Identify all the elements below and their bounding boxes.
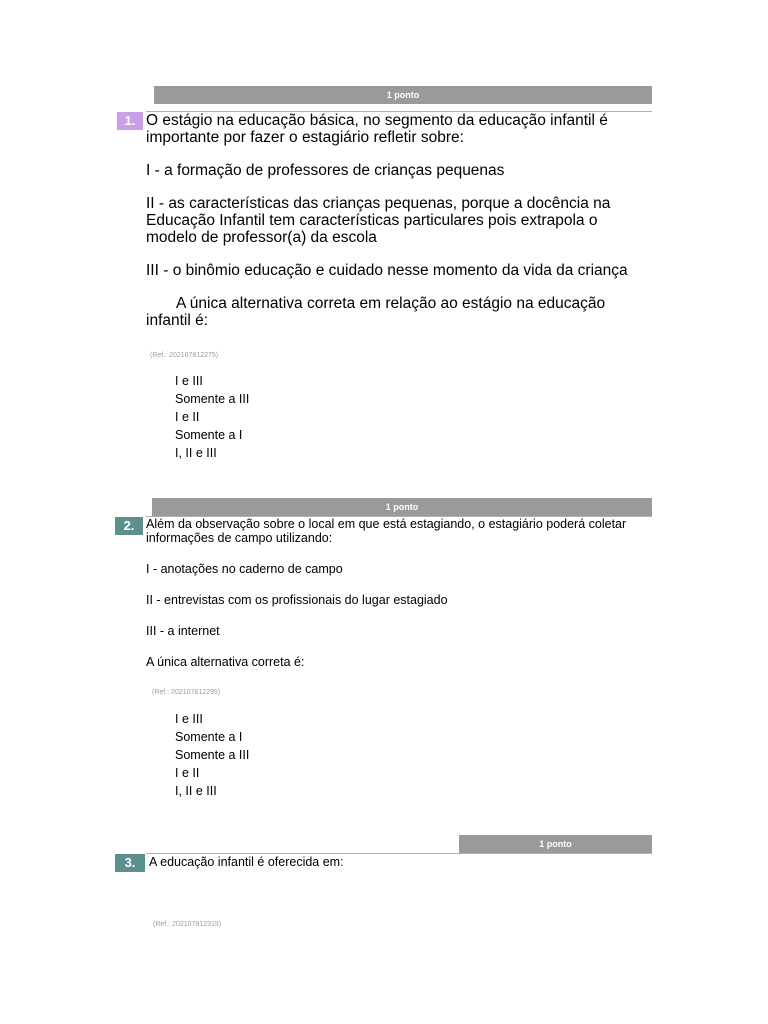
- points-bar-q3: 1 ponto: [459, 835, 652, 853]
- question-statement: A educação infantil é oferecida em:: [149, 855, 344, 869]
- question-prompt: A única alternativa correta é:: [146, 655, 305, 669]
- option-q2-c[interactable]: Somente a III: [175, 748, 250, 762]
- reference-code-q3: (Ref.: 202107812315): [153, 921, 222, 928]
- statement-item-ii: II - as características das crianças pequenas, porque a docência na Educação Infantil tem características particulares pois extrapola o modelo de professor(a) da escola: [146, 195, 611, 246]
- points-bar-q2: 1 ponto: [152, 498, 652, 516]
- question-number-q3: 3.: [115, 854, 145, 872]
- option-q2-e[interactable]: I, II e III: [175, 784, 217, 798]
- question-text-q2: [146, 517, 651, 669]
- question-prompt: A única alternativa correta em relação ao estágio na educação infantil é:: [146, 295, 606, 329]
- statement-item-i: I - a formação de professores de crianças pequenas: [146, 162, 505, 179]
- option-q2-a[interactable]: I e III: [175, 712, 203, 726]
- options-q1: [175, 372, 249, 462]
- reference-code-q1: (Ref.: 202107812275): [150, 352, 219, 359]
- question-text-q3: [149, 855, 649, 869]
- question-text-q1: [146, 112, 646, 329]
- statement-item-iii: III - o binômio educação e cuidado nesse momento da vida da criança: [146, 262, 628, 279]
- statement-item-ii: II - entrevistas com os profissionais do lugar estagiado: [146, 593, 448, 607]
- divider-q3: [146, 853, 652, 854]
- question-statement: Além da observação sobre o local em que está estagiando, o estagiário poderá coletar informações de campo utilizando:: [146, 517, 627, 545]
- points-bar-q1: 1 ponto: [154, 86, 652, 104]
- option-q1-e[interactable]: I, II e III: [175, 446, 217, 460]
- statement-item-i: I - anotações no caderno de campo: [146, 562, 343, 576]
- option-q1-d[interactable]: Somente a I: [175, 428, 243, 442]
- reference-code-q2: (Ref.: 202107812295): [152, 689, 221, 696]
- question-number-q2: 2.: [115, 517, 143, 535]
- options-q2: [175, 710, 249, 800]
- option-q1-c[interactable]: I e II: [175, 410, 200, 424]
- option-q1-a[interactable]: I e III: [175, 374, 203, 388]
- option-q2-b[interactable]: Somente a I: [175, 730, 243, 744]
- question-number-q1: 1.: [117, 112, 143, 130]
- question-statement: O estágio na educação básica, no segmento da educação infantil é importante por fazer o estagiário refletir sobre:: [146, 112, 608, 146]
- option-q2-d[interactable]: I e II: [175, 766, 200, 780]
- statement-item-iii: III - a internet: [146, 624, 220, 638]
- option-q1-b[interactable]: Somente a III: [175, 392, 250, 406]
